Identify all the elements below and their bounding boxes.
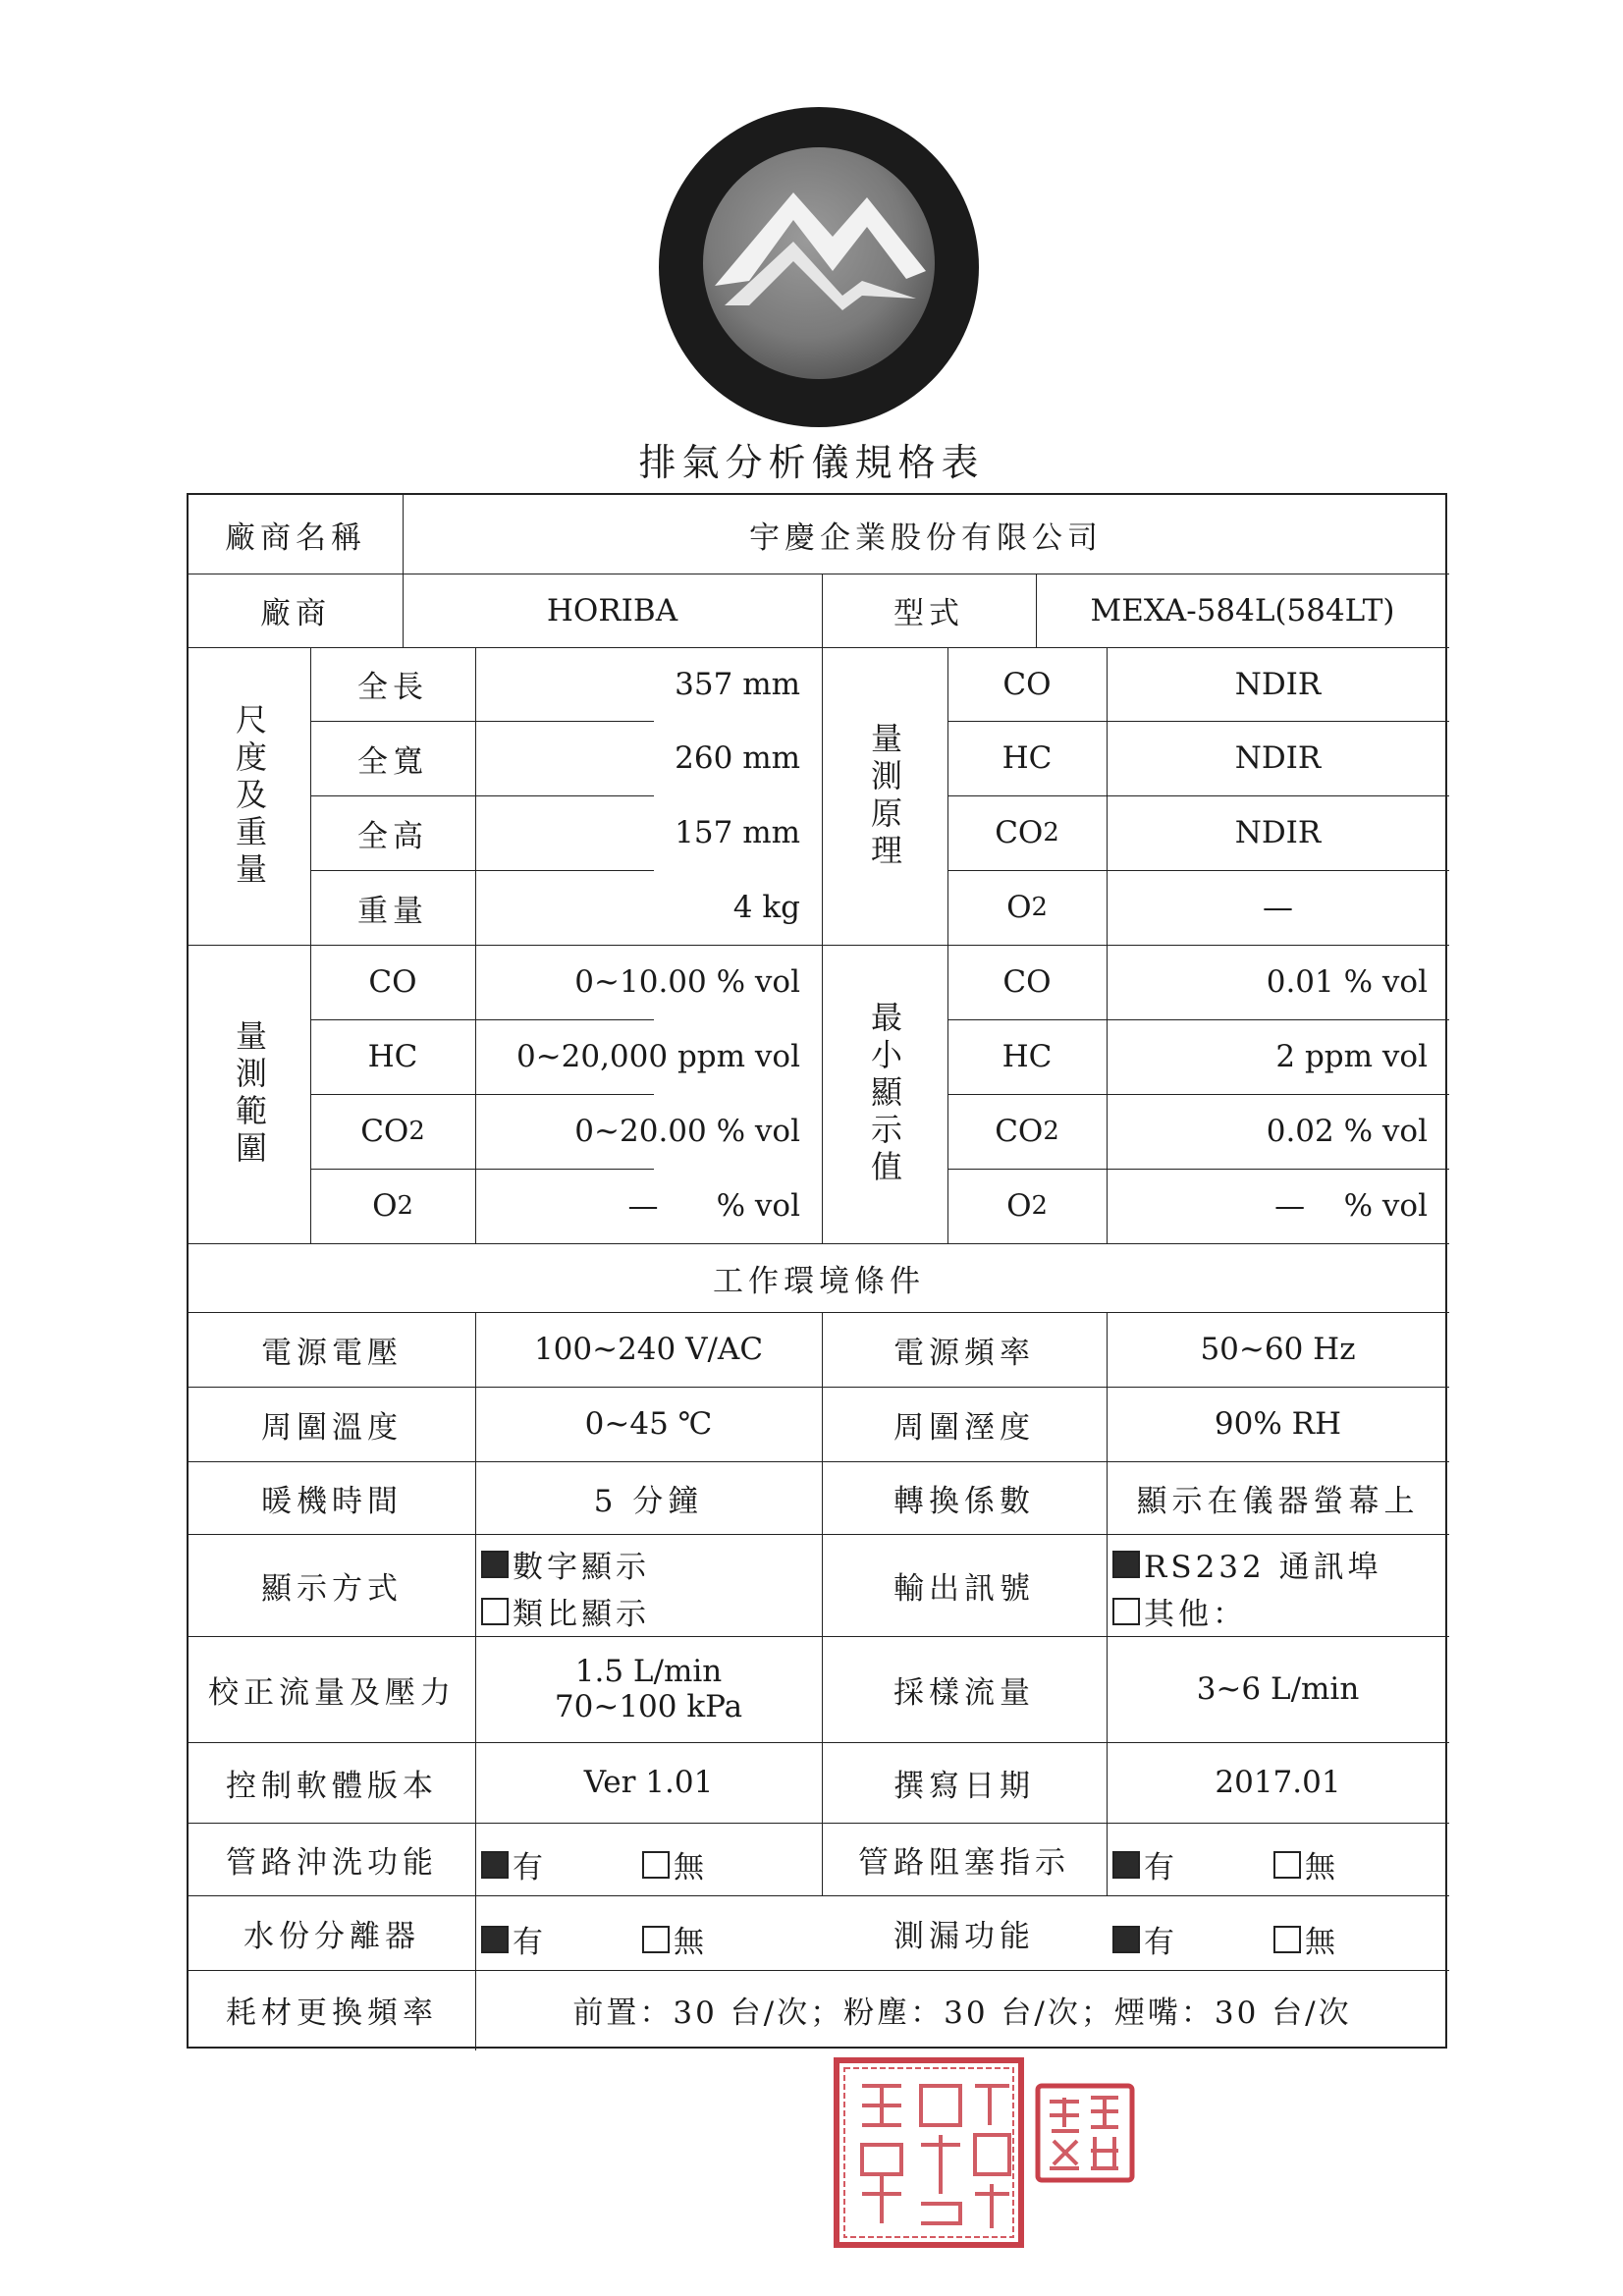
display-digital-option[interactable]: 數字顯示 <box>481 1542 650 1586</box>
company-logo <box>656 104 982 430</box>
consumables-value: 前置：30 台/次；粉塵：30 台/次；煙嘴：30 台/次 <box>572 1995 1352 2031</box>
software-value: Ver 1.01 <box>583 1765 714 1800</box>
range-gas: HC <box>367 1039 418 1074</box>
dims-value: 4 kg <box>732 890 800 925</box>
min-display-gas: O 2 <box>1006 1188 1048 1224</box>
flush-no-option[interactable]: 無 <box>642 1842 708 1886</box>
vendor-label: 廠商名稱 <box>225 519 366 556</box>
env-header: 工作環境條件 <box>713 1263 925 1299</box>
ambient-temp-value: 0~45 ℃ <box>584 1406 713 1442</box>
leak-no-option[interactable]: 無 <box>1273 1917 1339 1961</box>
principle-gas: O 2 <box>1006 890 1048 925</box>
dims-value: 357 mm <box>675 666 800 702</box>
checkbox-checked[interactable] <box>481 1926 509 1953</box>
checkbox-checked[interactable] <box>1112 1851 1140 1879</box>
checkbox-checked[interactable] <box>1112 1551 1140 1578</box>
conversion-value: 顯示在儀器螢幕上 <box>1136 1483 1420 1519</box>
calibration-label: 校正流量及壓力 <box>208 1674 456 1711</box>
sample-flow-label: 採樣流量 <box>893 1674 1035 1711</box>
clog-yes-option[interactable]: 有 <box>1112 1842 1178 1886</box>
separator-no-option[interactable]: 無 <box>642 1917 708 1961</box>
min-display-group-label: 最小顯示值 <box>866 1001 903 1187</box>
checkbox-checked[interactable] <box>481 1851 509 1879</box>
warmup-label: 暖機時間 <box>261 1483 403 1519</box>
power-voltage-label: 電源電壓 <box>261 1335 403 1371</box>
principle-value: NDIR <box>1234 815 1322 850</box>
checkbox-unchecked[interactable] <box>1112 1598 1140 1625</box>
model-value: MEXA-584L(584LT) <box>1090 592 1395 629</box>
principle-value: — <box>1263 890 1293 925</box>
principle-value: NDIR <box>1234 666 1322 702</box>
company-seal-stamp <box>833 2056 1025 2249</box>
min-display-value: 0.01 % vol <box>1266 964 1428 1000</box>
principle-gas: HC <box>1001 740 1053 776</box>
range-gas: CO <box>368 964 417 1000</box>
maker-label: 廠商 <box>260 596 331 631</box>
min-display-value: 0.02 % vol <box>1266 1114 1428 1149</box>
leak-yes-option[interactable]: 有 <box>1112 1917 1178 1961</box>
display-analog-option[interactable]: 類比顯示 <box>481 1589 650 1633</box>
ambient-humidity-label: 周圍溼度 <box>893 1409 1035 1446</box>
power-freq-value: 50~60 Hz <box>1200 1332 1356 1367</box>
checkbox-checked[interactable] <box>1112 1926 1140 1953</box>
min-display-gas: CO 2 <box>995 1114 1059 1149</box>
min-display-gas: HC <box>1001 1039 1053 1074</box>
software-label: 控制軟體版本 <box>226 1768 438 1804</box>
conversion-label: 轉換係數 <box>893 1483 1035 1519</box>
principle-gas: CO <box>1002 666 1052 702</box>
checkbox-unchecked[interactable] <box>642 1926 670 1953</box>
output-label: 輸出訊號 <box>893 1570 1035 1607</box>
written-date-label: 撰寫日期 <box>893 1768 1035 1804</box>
range-group-label: 量測範圍 <box>231 1019 268 1169</box>
clog-no-option[interactable]: 無 <box>1273 1842 1339 1886</box>
principle-group-label: 量測原理 <box>866 721 903 871</box>
min-display-gas: CO <box>1002 964 1052 1000</box>
ambient-humidity-value: 90% RH <box>1214 1406 1342 1442</box>
spec-table <box>187 493 1447 2049</box>
range-value: 0~20.00 % vol <box>574 1114 800 1149</box>
display-mode-label: 顯示方式 <box>261 1570 403 1607</box>
power-freq-label: 電源頻率 <box>893 1335 1035 1371</box>
output-other-option[interactable]: 其他： <box>1112 1589 1247 1633</box>
range-value: 0~10.00 % vol <box>574 964 800 1000</box>
principle-value: NDIR <box>1234 740 1322 776</box>
range-value: 0~20,000 ppm vol <box>515 1039 800 1074</box>
maker-value: HORIBA <box>546 592 678 629</box>
sample-flow-value: 3~6 L/min <box>1196 1671 1360 1707</box>
separator-yes-option[interactable]: 有 <box>481 1917 547 1961</box>
dims-group-label: 尺度及重量 <box>231 702 268 890</box>
checkbox-checked[interactable] <box>481 1551 509 1578</box>
min-display-value: 2 ppm vol <box>1275 1039 1428 1074</box>
separator-label: 水份分離器 <box>243 1918 420 1954</box>
vendor-value: 宇慶企業股份有限公司 <box>749 519 1103 556</box>
checkbox-unchecked[interactable] <box>1273 1851 1301 1879</box>
leak-label: 測漏功能 <box>893 1918 1035 1954</box>
document-title: 排氣分析儀規格表 <box>638 441 985 484</box>
min-display-value: — % vol <box>1274 1188 1428 1224</box>
dims-label: 重量 <box>357 893 428 929</box>
clog-label: 管路阻塞指示 <box>858 1844 1070 1881</box>
range-gas: O 2 <box>372 1188 413 1224</box>
checkbox-unchecked[interactable] <box>481 1598 509 1625</box>
consumables-label: 耗材更換頻率 <box>226 1995 438 2031</box>
dims-value: 260 mm <box>675 740 800 776</box>
model-label: 型式 <box>893 596 964 631</box>
person-seal-stamp <box>1034 2082 1136 2184</box>
flush-label: 管路沖洗功能 <box>226 1844 438 1881</box>
dims-label: 全長 <box>357 670 428 705</box>
calibration-value: 1.5 L/min 70~100 kPa <box>554 1654 743 1724</box>
range-value: — % vol <box>627 1188 800 1224</box>
principle-gas: CO 2 <box>995 815 1059 850</box>
ambient-temp-label: 周圍溫度 <box>261 1409 403 1446</box>
output-rs232-option[interactable]: RS232 通訊埠 <box>1112 1542 1382 1586</box>
checkbox-unchecked[interactable] <box>1273 1926 1301 1953</box>
written-date-value: 2017.01 <box>1215 1765 1341 1800</box>
warmup-value: 5 分鐘 <box>593 1483 704 1519</box>
power-voltage-value: 100~240 V/AC <box>533 1332 764 1367</box>
dims-value: 157 mm <box>675 815 800 850</box>
dims-label: 全寬 <box>357 743 428 780</box>
flush-yes-option[interactable]: 有 <box>481 1842 547 1886</box>
dims-label: 全高 <box>357 818 428 854</box>
checkbox-unchecked[interactable] <box>642 1851 670 1879</box>
range-gas: CO 2 <box>360 1114 425 1149</box>
